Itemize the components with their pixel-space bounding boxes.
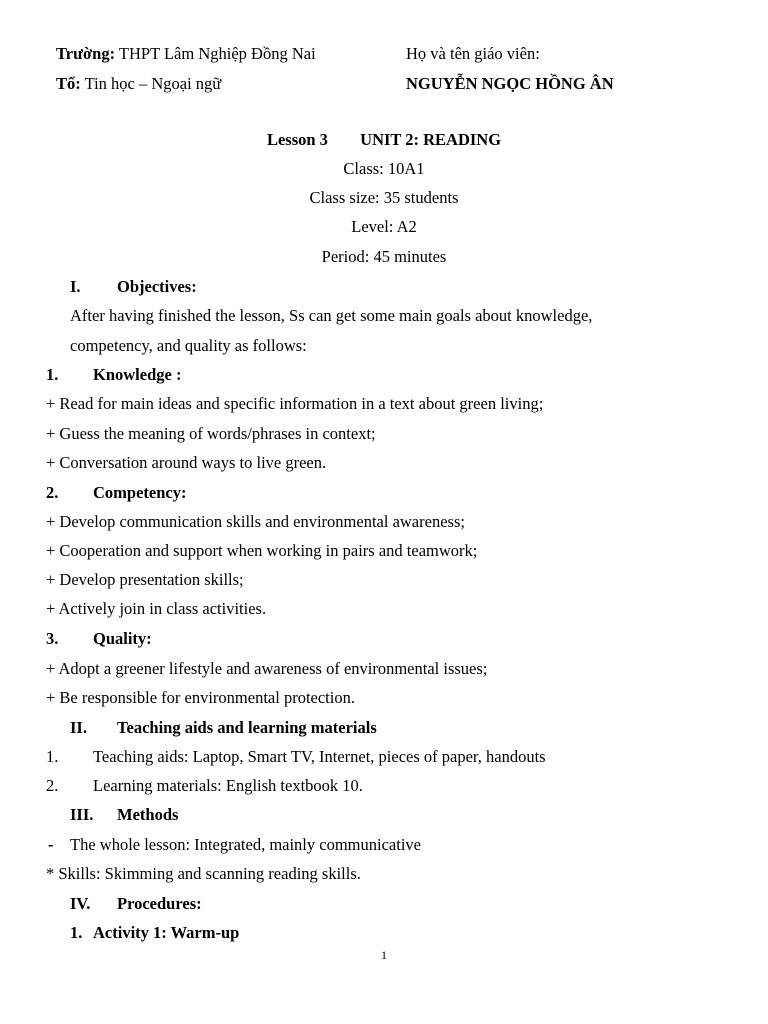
school-label: Trường: <box>56 44 116 63</box>
lesson-title <box>0 130 768 150</box>
activity-number: 1. <box>70 923 83 942</box>
procedures-number: IV. <box>70 894 91 913</box>
dept-label: Tổ: <box>56 74 81 93</box>
objectives-heading: Objectives: <box>117 277 197 296</box>
knowledge-number: 1. <box>46 365 59 384</box>
teaching-aids-item-number: 2. <box>46 776 59 795</box>
teaching-aids-item: Learning materials: English textbook 10. <box>93 776 363 795</box>
quality-heading: Quality: <box>93 629 152 648</box>
competency-item: + Actively join in class activities. <box>46 599 267 618</box>
activity-heading: Activity 1: Warm-up <box>93 923 240 942</box>
school-value: THPT Lâm Nghiệp Đồng Nai <box>118 44 316 63</box>
competency-item: + Develop communication skills and environmental awareness; <box>46 512 465 531</box>
procedures-heading: Procedures: <box>117 894 202 913</box>
competency-number: 2. <box>46 483 59 502</box>
knowledge-item: + Guess the meaning of words/phrases in context; <box>46 424 376 443</box>
quality-number: 3. <box>46 629 59 648</box>
teaching-aids-item-number: 1. <box>46 747 59 766</box>
objectives-intro-line-1: After having finished the lesson, Ss can get some main goals about knowledge, <box>70 306 593 325</box>
lesson-number: Lesson 3 <box>266 130 328 149</box>
period-line: Period: 45 minutes <box>321 247 447 266</box>
class-size-line: Class size: 35 students <box>309 188 459 207</box>
knowledge-heading: Knowledge : <box>93 365 182 384</box>
competency-item: + Cooperation and support when working in pairs and teamwork; <box>46 541 478 560</box>
methods-dash: - <box>48 835 54 854</box>
knowledge-item: + Conversation around ways to live green. <box>46 453 327 472</box>
school-line <box>56 44 316 64</box>
unit-title: UNIT 2: READING <box>360 130 502 149</box>
teacher-label: Họ và tên giáo viên: <box>406 44 540 63</box>
teaching-aids-item: Teaching aids: Laptop, Smart TV, Internet, pieces of paper, handouts <box>93 747 546 766</box>
methods-number: III. <box>70 805 94 824</box>
quality-item: + Adopt a greener lifestyle and awareness of environmental issues; <box>46 659 488 678</box>
level-line: Level: A2 <box>351 217 417 236</box>
teaching-aids-number: II. <box>70 718 87 737</box>
class-line: Class: 10A1 <box>343 159 425 178</box>
knowledge-item: + Read for main ideas and specific information in a text about green living; <box>46 394 544 413</box>
dept-value: Tin học – Ngoại ngữ <box>84 74 222 93</box>
dept-line <box>56 74 221 94</box>
competency-heading: Competency: <box>93 483 187 502</box>
page-number: 1 <box>381 948 387 962</box>
methods-heading: Methods <box>117 805 179 824</box>
methods-whole-lesson: The whole lesson: Integrated, mainly communicative <box>70 835 421 854</box>
objectives-intro-line-2: competency, and quality as follows: <box>70 336 307 355</box>
teacher-name: NGUYỄN NGỌC HỒNG ÂN <box>406 74 614 93</box>
competency-item: + Develop presentation skills; <box>46 570 244 589</box>
quality-item: + Be responsible for environmental protection. <box>46 688 355 707</box>
objectives-number: I. <box>70 277 81 296</box>
teaching-aids-heading: Teaching aids and learning materials <box>117 718 377 737</box>
methods-skills: * Skills: Skimming and scanning reading skills. <box>46 864 361 883</box>
